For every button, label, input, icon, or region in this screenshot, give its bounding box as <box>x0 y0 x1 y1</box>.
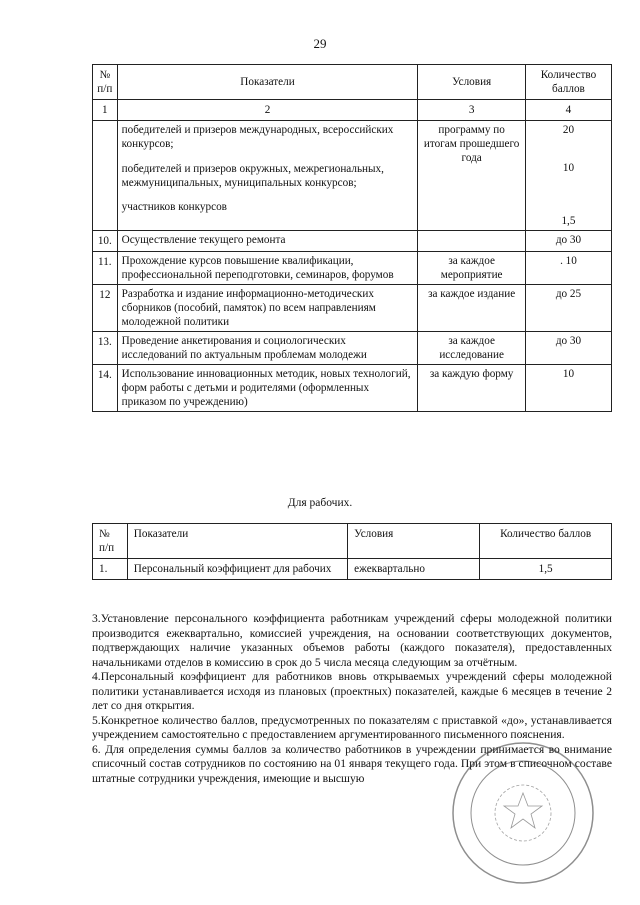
row-num: 14. <box>93 365 118 412</box>
table-index-row <box>93 100 612 121</box>
header-conditions: Условия <box>348 524 480 559</box>
row-condition: за каждое издание <box>418 285 526 332</box>
sub-item: победителей и призеров окружных, межрегиональных, межмуниципальных, муниципальных конкурсов; <box>121 163 384 189</box>
row-indicator: Персональный коэффициент для рабочих <box>127 559 347 580</box>
header-score: Количество баллов <box>525 65 611 100</box>
score-value: 10 <box>562 162 575 174</box>
sub-item: победителей и призеров международных, всероссийских конкурсов; <box>121 124 394 150</box>
table-header-row <box>93 524 612 559</box>
paragraph: 3.Установление персонального коэффициента работникам учреждений сферы молодежной политики производится ежеквартально, комиссией учреждения, на основании соответствующих документов, подтверждающих наличие указанных объемов работы (каждого показателя), предоставленных начальниками отделов в комиссию в срок до 5 числа месяца следующим за отчётным. <box>92 612 612 669</box>
table-row <box>93 332 612 365</box>
header-num: № п/п <box>93 524 128 559</box>
header-num: № п/п <box>93 65 118 100</box>
section-heading: Для рабочих. <box>287 497 353 509</box>
row-indicator: Прохождение курсов повышение квалификации, профессиональной переподготовки, семинаров, форумов <box>117 252 418 285</box>
table-row <box>93 559 612 580</box>
row-score: до 30 <box>525 332 611 365</box>
official-seal-icon <box>448 738 598 888</box>
index-cell: 3 <box>418 100 526 121</box>
table-row <box>93 285 612 332</box>
row-condition: ежеквартально <box>348 559 480 580</box>
row-num: 13. <box>93 332 118 365</box>
row-indicator <box>117 121 418 231</box>
index-cell: 4 <box>525 100 611 121</box>
page-number: 29 <box>313 36 327 51</box>
row-num: 12 <box>93 285 118 332</box>
row-score: . 10 <box>525 252 611 285</box>
table-row <box>93 252 612 285</box>
header-score: Количество баллов <box>480 524 612 559</box>
row-condition: за каждое исследование <box>418 332 526 365</box>
row-indicator: Проведение анкетирования и социологических исследований по актуальным проблемам молодежи <box>117 332 418 365</box>
row-score: до 25 <box>525 285 611 332</box>
paragraph: 5.Конкретное количество баллов, предусмотренных по показателям с приставкой «до», устанавливается учреждением самостоятельно с предоставлением аргументированного письменного пояснения. <box>92 713 612 741</box>
row-num <box>93 121 118 231</box>
row-condition <box>418 231 526 252</box>
header-indicators: Показатели <box>127 524 347 559</box>
index-cell: 2 <box>117 100 418 121</box>
row-condition: за каждую форму <box>418 365 526 412</box>
table-header-row <box>93 65 612 100</box>
row-indicator: Разработка и издание информационно-методических сборников (пособий, памяток) по всем направлениям молодежной политики <box>117 285 418 332</box>
row-indicator: Осуществление текущего ремонта <box>117 231 418 252</box>
score-value: 20 <box>562 124 575 136</box>
row-score: 1,5 <box>480 559 612 580</box>
row-num: 10. <box>93 231 118 252</box>
header-conditions: Условия <box>418 65 526 100</box>
row-condition: за каждое мероприятие <box>418 252 526 285</box>
row-num: 1. <box>93 559 128 580</box>
row-condition: программу по итогам прошедшего года <box>418 121 526 231</box>
row-score: 10 <box>525 365 611 412</box>
row-score: до 30 <box>525 231 611 252</box>
paragraph: 4.Персональный коэффициент для работников вновь открываемых учреждений сферы молодежной политики устанавливается исходя из плановых (проектных) показателей, каждые 6 месяцев в течение 2 лет со дня открытия. <box>92 670 612 712</box>
row-num: 11. <box>93 252 118 285</box>
sub-item: участников конкурсов <box>121 201 227 213</box>
indicators-table <box>92 64 612 412</box>
header-indicators: Показатели <box>117 65 418 100</box>
table-row <box>93 365 612 412</box>
table-row <box>93 231 612 252</box>
score-value: 1,5 <box>561 215 576 227</box>
workers-table <box>92 523 612 580</box>
paragraph: 6. Для определения суммы баллов за количество работников в учреждении принимается во внимание списочный состав сотрудников по состоянию на 01 января текущего года. При этом в списочном составе штатные сотрудники учреждения, имеющие и высшую <box>92 742 612 785</box>
row-score <box>525 121 611 231</box>
row-indicator: Использование инновационных методик, новых технологий, форм работы с детьми и родителями (оформленных приказом по учреждению) <box>117 365 418 412</box>
table-row <box>93 121 612 231</box>
index-cell: 1 <box>93 100 118 121</box>
